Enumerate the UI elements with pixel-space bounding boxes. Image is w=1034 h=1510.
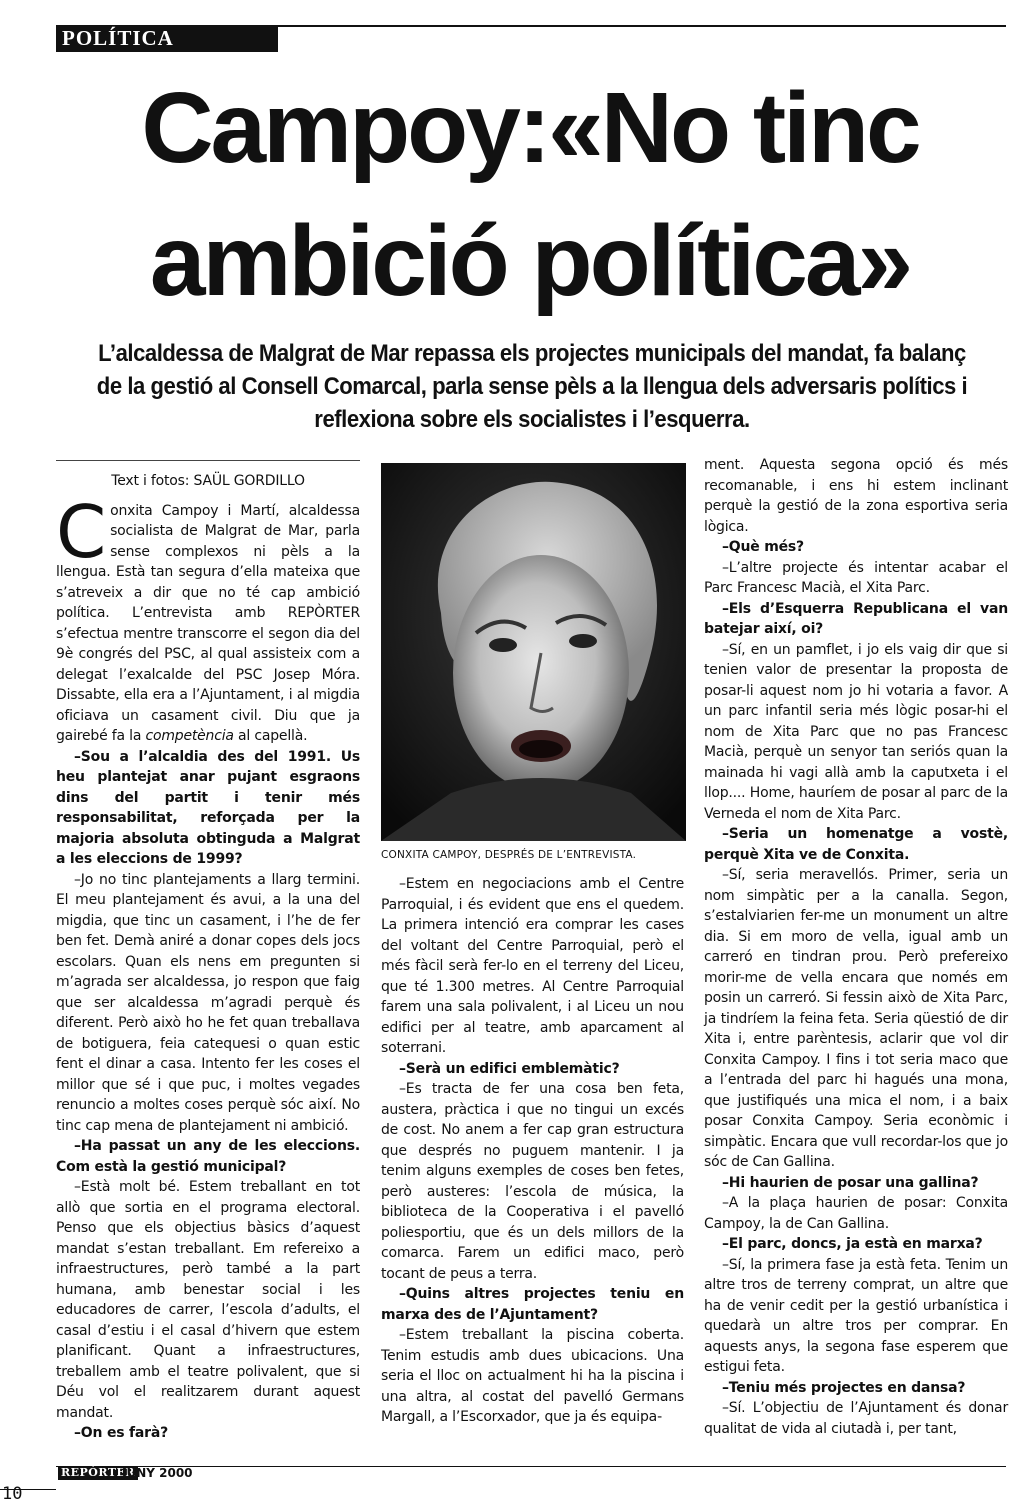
byline: Text i fotos: SAÜL GORDILLO [111,473,305,489]
answer: –Sí. L’objectiu de l’Ajuntament és donar qualitat de vida al ciutadà i, per tant, [704,1400,1008,1437]
headline-line-1: Campoy:«No tinc [141,72,919,184]
intro-text: onxita Campoy i Martí, alcaldessa socialista de Malgrat de Mar, parla sense complexos ni pèls a la llengua. Està tan segura d’ella mateixa que s’atreveix a dir que no té cap ambició política. L’entrevista amb REPÒRTER s’efectua mentre transcorre el segon dia del 9è congrés del PSC, al qual assisteix com a delegat l’exalcalde del PSC Josep Móra. Dissabte, ella era a l’Ajuntament, i al migdia oficiava un casament civil. Diu que ja gairebé fa la [56,502,360,744]
answer: –Estem treballant la piscina coberta. Tenim estudis amb dues ubicacions. Una seria el lloc on actualment hi ha la piscina i una altra, al costat del pavelló Germans Margall, a l’Escorxador, que ja és equipa- [381,1327,684,1425]
page-number: 10 [2,1484,23,1504]
column-2 [381,874,684,1428]
question: –Quins altres projectes teniu en marxa des de l’Ajuntament? [381,1286,684,1323]
answer: –A la plaça haurien de posar: Conxita Campoy, la de Can Gallina. [704,1195,1008,1232]
byline-rule [56,460,360,461]
column-3 [704,455,1008,1439]
answer: –Sí, en un pamflet, i jo els vaig dir que si tenien valor de presentar la proposta de posar-li aquest nom jo hi votaria a favor. A un parc infantil seria més lògic posar-hi el nom de Xita Parc que no pas Francesc Macià, perquè un senyor tan seriós quan la mainada hi vagi allà amb la caputxeta i el llop.... Home, hauríem de posar al parc de la Verneda el nom de Xita Parc. [704,641,1008,822]
question: –Hi haurien de posar una gallina? [722,1174,979,1191]
question: –El parc, doncs, ja està en marxa? [722,1236,983,1252]
footer-rule [56,1466,1006,1467]
column-1 [56,465,360,1444]
footer-date: JUNY 2000 [122,1466,193,1480]
headline [40,62,1020,328]
answer: –Sí, seria meravellós. Primer, seria un nom simpàtic per a la canalla. Segon, s’estalviarien fer-me un monument un altre dia. Si em moro de vella, igual amb un carreró en tindran prou. Però prefereixo morir-me de vella encara que només em posin un carreró. Si fessin això de Xita Parc, ja tindríem la feina feta. Seria qüestió de dir Xita i, entre parèntesis, aclarir que vol dir Conxita Campoy. I fins i tot seria maco que a l’entrada del parc hi hagués una mona, que justifiqués una mica el nom, i a baix posar Conxita Campoy. Seria econòmic i simpàtic. Encara que vull recordar-los que jo sóc de Can Gallina. [704,867,1008,1170]
answer: –Estem en negociacions amb el Centre Parroquial, i és evident que ens el quedem. La primera intenció era comprar les cases del voltant del Centre Parroquial, però el més fàcil serà fer-lo en el terreny del Liceu, que té 1.300 metres. Al Centre Parroquial farem una sala polivalent, i al Liceu un nou edifici per al teatre, amb aparcament al soterrani. [381,876,684,1056]
question: –On es farà? [74,1425,169,1441]
question: –Sou a l’alcaldia des del 1991. Us heu plantejat anar pujant esgraons dins del partit i tenir més responsabilitat, reforçada per la majoria absoluta obtinguda a Malgrat a les eleccions de 1999? [56,748,360,867]
answer: –Es tracta de fer una cosa ben feta, austera, pràctica i que no tingui un excés de cost. No anem a fer cap gran estructura que després no puguem mantenir. I ja tenim alguns exemples de coses ben fetes, però austeres: l’escola de música, la biblioteca de la Cooperativa i el pavelló poliesportiu, que és un dels millors de la comarca. Farem un edifici maco, però tocant de peus a terra. [381,1081,684,1282]
intro-emphasis: competència [145,728,234,744]
question: –Què més? [722,539,804,555]
question: –Seria un homenatge a vostè, perquè Xita ve de Conxita. [704,826,1008,863]
question: –Teniu més projectes en dansa? [722,1379,966,1396]
dropcap: C [56,489,107,574]
headline-line-2: ambició política» [149,205,911,317]
intro-text-end: al capellà. [233,728,308,744]
intro-paragraph [56,489,360,747]
question: –Els d’Esquerra Republicana el van batejar així, oi? [704,600,1008,637]
answer: –Sí, la primera fase ja està feta. Tenim un altre tros de terreny comprat, un altre que ha de venir cedit per la gestió urbanística i quedarà un altre tros per comprar. En aquests anys, la segona fase esperem que estigui feta. [704,1256,1008,1375]
subhead: L’alcaldessa de Malgrat de Mar repassa els projectes municipals del mandat, fa balanç de la gestió al Consell Comarcal, parla sense pèls a la llengua dels adversaris polítics i reflexiona sobre els socialistes i l’esquerra. [96,340,968,433]
section-tag: POLÍTICA [56,25,278,52]
question: –Serà un edifici emblemàtic? [399,1060,620,1077]
continued-text: ment. Aquesta segona opció és més recomanable, i ens hi estem inclinant perquè la gestió de la zona esportiva seria lògica. [704,457,1008,535]
question: –Ha passat un any de les eleccions. Com està la gestió municipal? [56,1138,360,1175]
portrait-image [381,463,686,841]
photo-caption: CONXITA CAMPOY, DESPRÉS DE L’ENTREVISTA. [381,849,637,861]
answer: –L’altre projecte és intentar acabar el Parc Francesc Macià, el Xita Parc. [704,559,1008,596]
portrait-photo [381,463,686,841]
answer: –Jo no tinc plantejaments a llarg termini. El meu plantejament és avui, a la una del migdia, que tinc un casament, i l’he de fer ben fet. Demà aniré a donar copes dels jocs escolars. Quan els nens em pregunten si m’agrada ser alcaldessa, jo respon que faig que ser alcaldessa m’agradi perquè és diferent. Però això ho he fet quan treballava de botiguera, feia catequesi o quan estic fent el dinar a casa. Intento fer les coses el millor que sé i que puc, i moltes vegades renuncio a moltes coses perquè sóc així. No tinc cap mena de plantejament ni ambició. [56,871,360,1134]
footer-logo: REPÒRTER [58,1466,138,1480]
answer: –Està molt bé. Estem treballant en tot allò que sortia en el programa electoral. Penso que els objectius bàsics d’aquest mandat s’estan treballant. Em refereixo a infraestructures, però també a la part humana, amb benestar social i les educadores de carrer, l’escola d’adults, el casal d’estiu i el casal d’hivern que estem planificant. Quant a infraestructures, treballem amb el teatre polivalent, que si Déu vol el realitzarem durant aquest mandat. [56,1179,360,1421]
